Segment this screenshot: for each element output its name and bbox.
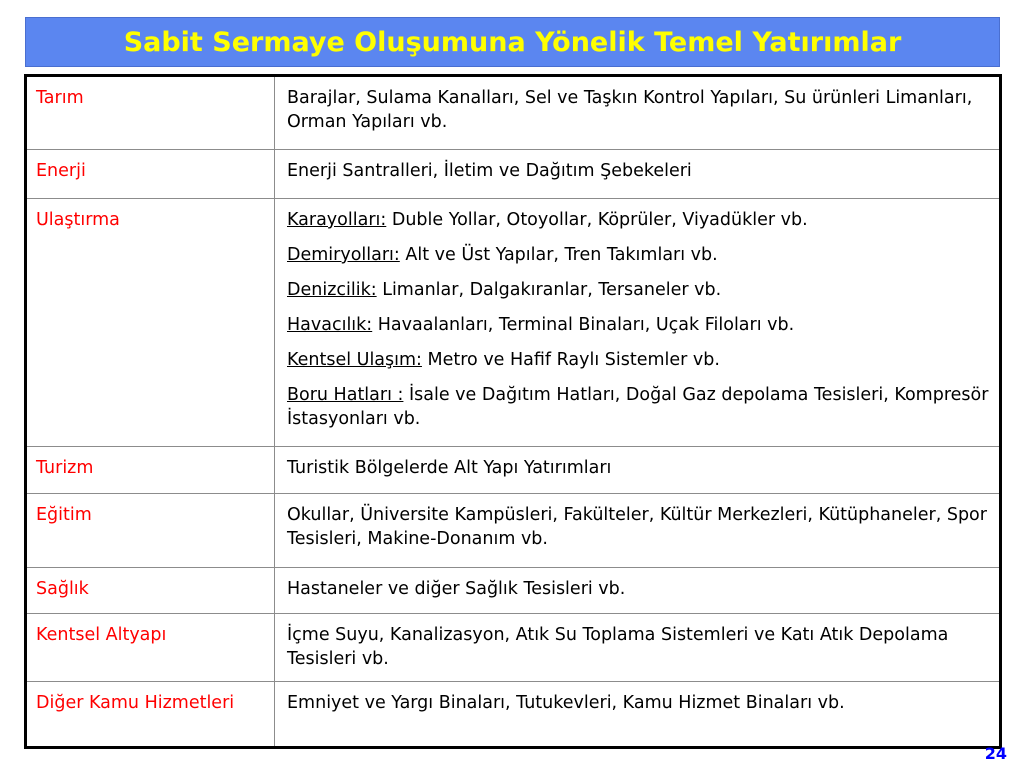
description-cell: Turistik Bölgelerde Alt Yapı Yatırımları bbox=[275, 447, 1001, 494]
sub-item bbox=[287, 313, 989, 337]
description-cell: Enerji Santralleri, İletim ve Dağıtım Şebekeleri bbox=[275, 150, 1001, 199]
page-number: 24 bbox=[984, 744, 1007, 763]
sub-item-label: Denizcilik: bbox=[287, 280, 377, 300]
sub-item-text: İsale ve Dağıtım Hatları, Doğal Gaz depolama Tesisleri, Kompresör İstasyonları vb. bbox=[287, 385, 989, 429]
sub-item bbox=[287, 383, 989, 431]
sub-item-text: Metro ve Hafif Raylı Sistemler vb. bbox=[421, 350, 720, 370]
table-row bbox=[26, 682, 1001, 748]
table-row bbox=[26, 150, 1001, 199]
slide-title: Sabit Sermaye Oluşumuna Yönelik Temel Yatırımlar bbox=[123, 26, 902, 58]
sub-item-text: Limanlar, Dalgakıranlar, Tersaneler vb. bbox=[376, 280, 722, 300]
table-row bbox=[26, 199, 1001, 447]
category-cell: Eğitim bbox=[26, 494, 275, 568]
description-cell bbox=[275, 199, 1001, 447]
description-cell: Emniyet ve Yargı Binaları, Tutukevleri, Kamu Hizmet Binaları vb. bbox=[275, 682, 1001, 748]
sub-item bbox=[287, 278, 989, 302]
title-bar bbox=[25, 17, 1000, 67]
category-cell: Turizm bbox=[26, 447, 275, 494]
sub-item-label: Demiryolları: bbox=[287, 245, 400, 265]
investment-table bbox=[24, 74, 1002, 749]
description-cell: İçme Suyu, Kanalizasyon, Atık Su Toplama Sistemleri ve Katı Atık Depolama Tesisleri vb. bbox=[275, 614, 1001, 682]
sub-item bbox=[287, 208, 989, 232]
category-cell: Ulaştırma bbox=[26, 199, 275, 447]
category-cell: Enerji bbox=[26, 150, 275, 199]
table-row bbox=[26, 568, 1001, 614]
sub-item bbox=[287, 348, 989, 372]
table-row bbox=[26, 614, 1001, 682]
description-cell: Okullar, Üniversite Kampüsleri, Fakülteler, Kültür Merkezleri, Kütüphaneler, Spor Tesisleri, Makine-Donanım vb. bbox=[275, 494, 1001, 568]
category-cell: Tarım bbox=[26, 76, 275, 150]
sub-item-label: Kentsel Ulaşım: bbox=[287, 350, 422, 370]
table-row bbox=[26, 76, 1001, 150]
table-row bbox=[26, 447, 1001, 494]
table-row bbox=[26, 494, 1001, 568]
description-cell: Hastaneler ve diğer Sağlık Tesisleri vb. bbox=[275, 568, 1001, 614]
sub-item-text: Alt ve Üst Yapılar, Tren Takımları vb. bbox=[399, 245, 718, 265]
sub-item-label: Boru Hatları : bbox=[287, 385, 404, 405]
sub-item-label: Havacılık: bbox=[287, 315, 373, 335]
description-cell: Barajlar, Sulama Kanalları, Sel ve Taşkın Kontrol Yapıları, Su ürünleri Limanları, Orman Yapıları vb. bbox=[275, 76, 1001, 150]
sub-item-text: Havaalanları, Terminal Binaları, Uçak Filoları vb. bbox=[372, 315, 795, 335]
category-cell: Sağlık bbox=[26, 568, 275, 614]
sub-item-label: Karayolları: bbox=[287, 210, 387, 230]
sub-item bbox=[287, 243, 989, 267]
sub-item-text: Duble Yollar, Otoyollar, Köprüler, Viyadükler vb. bbox=[386, 210, 808, 230]
category-cell: Diğer Kamu Hizmetleri bbox=[26, 682, 275, 748]
category-cell: Kentsel Altyapı bbox=[26, 614, 275, 682]
